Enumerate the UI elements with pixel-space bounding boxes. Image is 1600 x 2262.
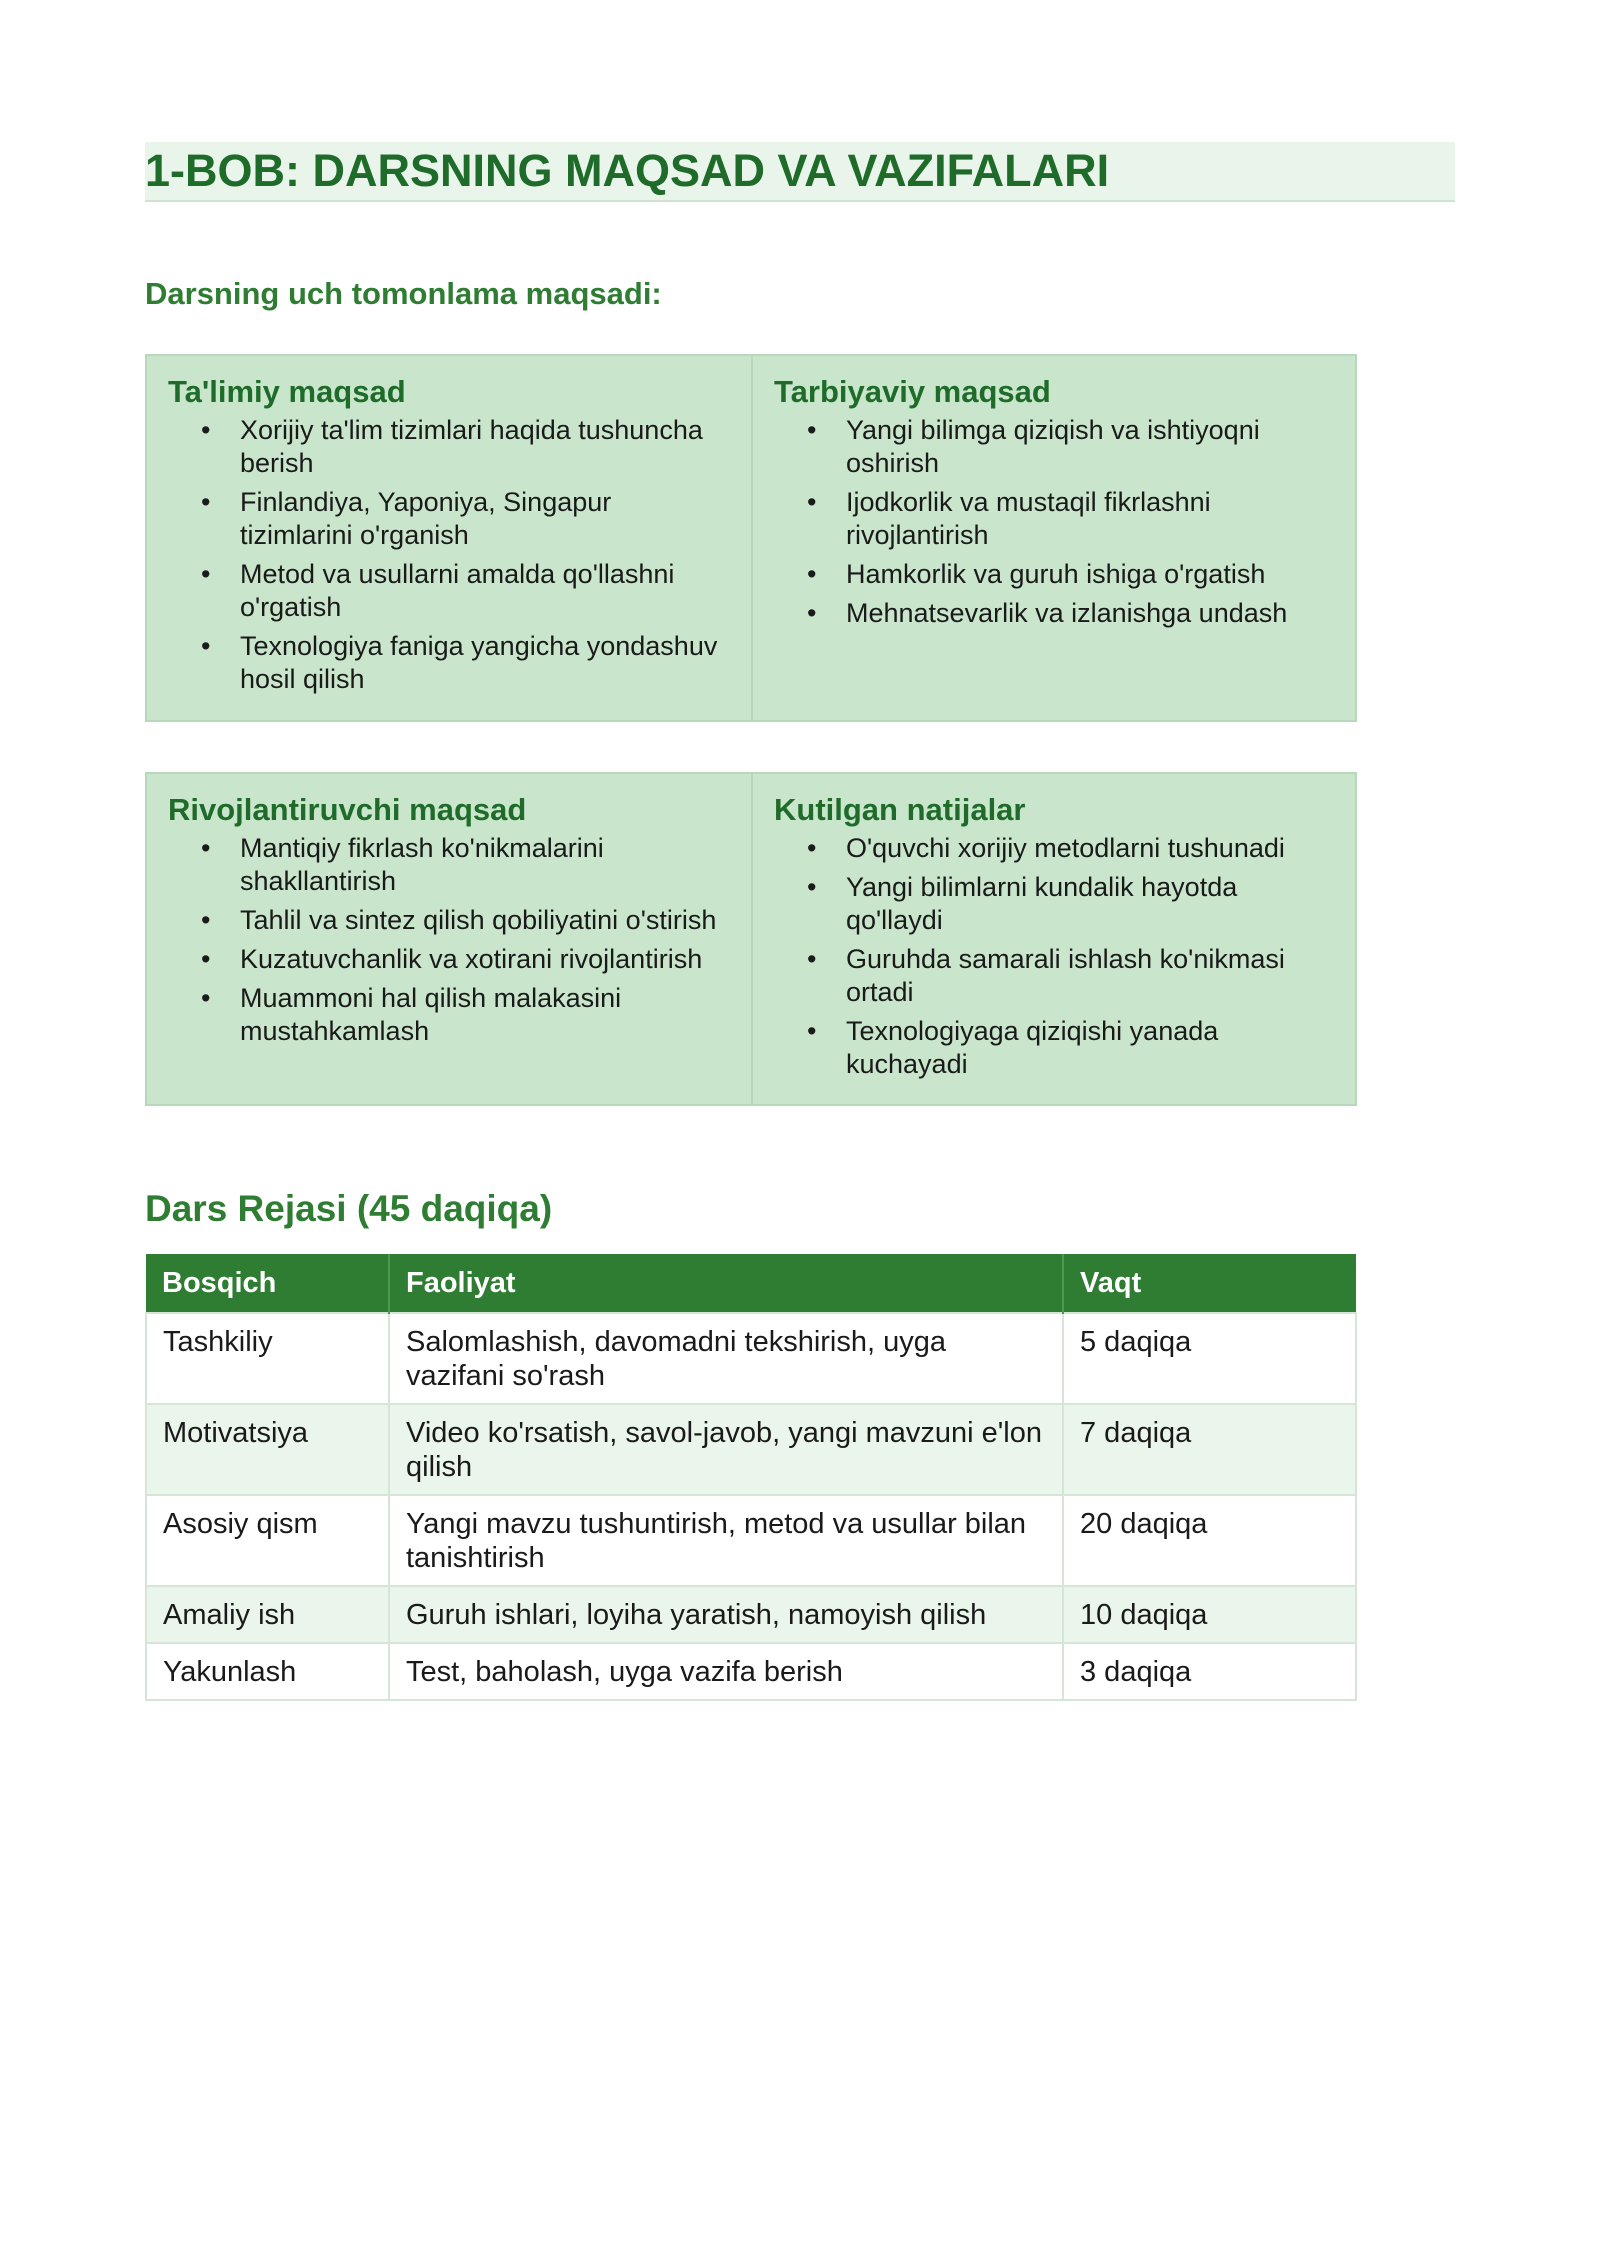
list-item-text: Guruhda samarali ishlash ko'nikmasi ortadi [846, 944, 1285, 1007]
lesson-plan-table [145, 1254, 1357, 1701]
table-cell-time: 5 daqiqa [1063, 1313, 1356, 1404]
bullet-icon: • [201, 983, 211, 1013]
list-item [168, 832, 731, 898]
list-item [168, 630, 731, 696]
list-item-text: Metod va usullarni amalda qo'llashni o'rgatish [240, 559, 675, 622]
list-item-text: Texnologiya faniga yangicha yondashuv hosil qilish [240, 631, 718, 694]
goals-grid-bottom [145, 772, 1357, 1106]
table-cell-time: 7 daqiqa [1063, 1404, 1356, 1495]
table-row [146, 1313, 1356, 1404]
column-header-stage: Bosqich [146, 1254, 389, 1313]
list-item [774, 486, 1335, 552]
chapter-title: 1-BOB: DARSNING MAQSAD VA VAZIFALARI [145, 142, 1455, 202]
bullet-icon: • [807, 559, 817, 589]
table-cell-stage: Asosiy qism [146, 1495, 389, 1586]
bullet-icon: • [201, 631, 211, 661]
bullet-icon: • [807, 1016, 817, 1046]
bullet-icon: • [201, 415, 211, 445]
bullet-icon: • [807, 872, 817, 902]
table-row [146, 1643, 1356, 1700]
list-item [774, 558, 1335, 591]
table-cell-time: 20 daqiqa [1063, 1495, 1356, 1586]
goals-grid-top [145, 354, 1357, 722]
table-row [146, 1586, 1356, 1643]
goal-box-natijalar [751, 774, 1355, 1104]
column-header-time: Vaqt [1063, 1254, 1356, 1313]
list-item-text: Muammoni hal qilish malakasini mustahkamlash [240, 983, 622, 1046]
document-page [145, 142, 1455, 1701]
table-cell-activity: Guruh ishlari, loyiha yaratish, namoyish qilish [389, 1586, 1063, 1643]
list-item-text: Yangi bilimga qiziqish va ishtiyoqni oshirish [846, 415, 1260, 478]
bullet-icon: • [807, 598, 817, 628]
table-cell-time: 3 daqiqa [1063, 1643, 1356, 1700]
goal-list [774, 414, 1335, 630]
table-cell-stage: Tashkiliy [146, 1313, 389, 1404]
list-item [774, 943, 1335, 1009]
bullet-icon: • [201, 833, 211, 863]
goal-box-tarbiyaviy [751, 356, 1355, 720]
table-cell-activity: Yangi mavzu tushuntirish, metod va usullar bilan tanishtirish [389, 1495, 1063, 1586]
goal-list [168, 414, 731, 696]
table-cell-activity: Salomlashish, davomadni tekshirish, uyga vazifani so'rash [389, 1313, 1063, 1404]
list-item [774, 597, 1335, 630]
table-cell-time: 10 daqiqa [1063, 1586, 1356, 1643]
goal-box-title: Tarbiyaviy maqsad [774, 374, 1051, 409]
bullet-icon: • [201, 944, 211, 974]
table-cell-activity: Test, baholash, uyga vazifa berish [389, 1643, 1063, 1700]
list-item-text: Kuzatuvchanlik va xotirani rivojlantirish [240, 944, 703, 974]
list-item-text: Ijodkorlik va mustaqil fikrlashni rivojlantirish [846, 487, 1211, 550]
list-item-text: Yangi bilimlarni kundalik hayotda qo'llaydi [846, 872, 1238, 935]
bullet-icon: • [201, 905, 211, 935]
list-item-text: Texnologiyaga qiziqishi yanada kuchayadi [846, 1016, 1219, 1079]
goal-box-title: Kutilgan natijalar [774, 792, 1026, 827]
table-row [146, 1495, 1356, 1586]
lesson-plan-title: Dars Rejasi (45 daqiqa) [145, 1188, 553, 1229]
list-item [774, 832, 1335, 865]
list-item-text: Mantiqiy fikrlash ko'nikmalarini shakllantirish [240, 833, 604, 896]
table-header-row [146, 1254, 1356, 1313]
goal-box-rivojlantiruvchi [147, 774, 751, 1104]
list-item [168, 486, 731, 552]
bullet-icon: • [807, 487, 817, 517]
list-item [168, 414, 731, 480]
list-item-text: Tahlil va sintez qilish qobiliyatini o'stirish [240, 905, 717, 935]
list-item [168, 982, 731, 1048]
bullet-icon: • [807, 833, 817, 863]
table-cell-stage: Motivatsiya [146, 1404, 389, 1495]
bullet-icon: • [201, 487, 211, 517]
goal-list [168, 832, 731, 1048]
list-item [168, 904, 731, 937]
list-item [774, 414, 1335, 480]
list-item-text: Xorijiy ta'lim tizimlari haqida tushuncha berish [240, 415, 703, 478]
list-item [774, 871, 1335, 937]
table-cell-stage: Yakunlash [146, 1643, 389, 1700]
column-header-activity: Faoliyat [389, 1254, 1063, 1313]
list-item-text: O'quvchi xorijiy metodlarni tushunadi [846, 833, 1285, 863]
goal-list [774, 832, 1335, 1081]
table-cell-activity: Video ko'rsatish, savol-javob, yangi mavzuni e'lon qilish [389, 1404, 1063, 1495]
table-cell-stage: Amaliy ish [146, 1586, 389, 1643]
bullet-icon: • [807, 944, 817, 974]
list-item [168, 943, 731, 976]
list-item [168, 558, 731, 624]
list-item-text: Mehnatsevarlik va izlanishga undash [846, 598, 1288, 628]
list-item [774, 1015, 1335, 1081]
bullet-icon: • [807, 415, 817, 445]
table-row [146, 1404, 1356, 1495]
goal-box-title: Ta'limiy maqsad [168, 374, 406, 409]
goal-box-talimiy [147, 356, 751, 720]
bullet-icon: • [201, 559, 211, 589]
goal-box-title: Rivojlantiruvchi maqsad [168, 792, 527, 827]
list-item-text: Finlandiya, Yaponiya, Singapur tizimlarini o'rganish [240, 487, 612, 550]
list-item-text: Hamkorlik va guruh ishiga o'rgatish [846, 559, 1266, 589]
goals-heading: Darsning uch tomonlama maqsadi: [145, 276, 662, 311]
